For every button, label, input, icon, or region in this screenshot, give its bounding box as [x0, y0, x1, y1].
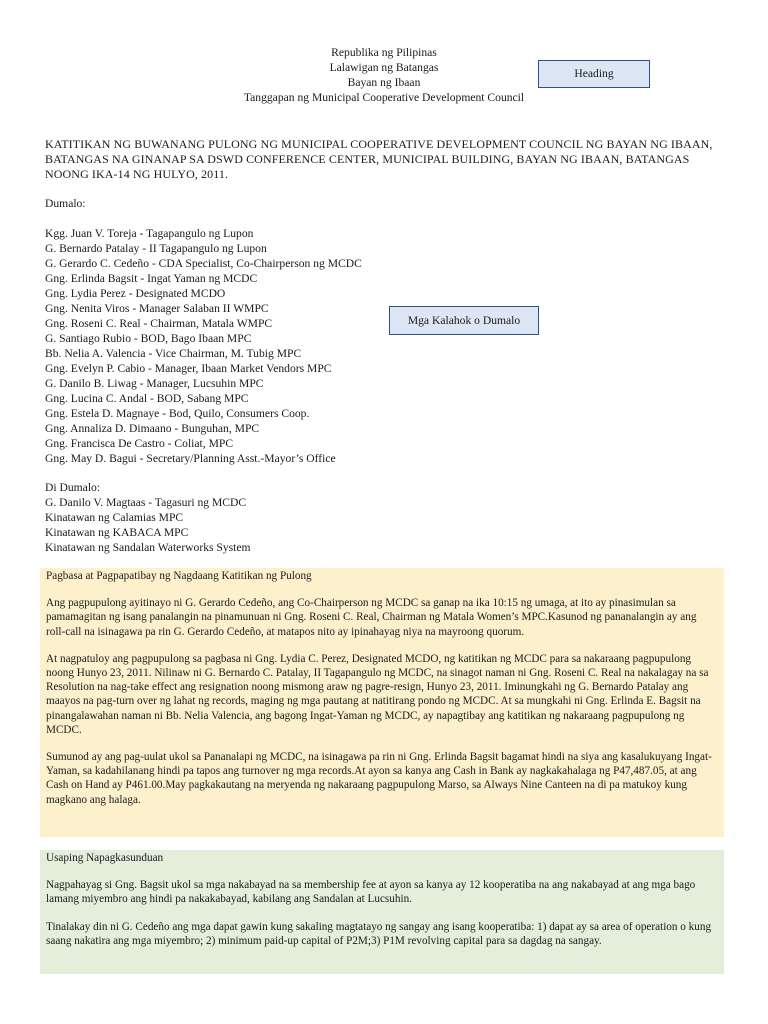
- list-item: Gng. Lucina C. Andal - BOD, Sabang MPC: [45, 392, 249, 405]
- list-item: Gng. Francisca De Castro - Coliat, MPC: [45, 437, 234, 450]
- section-heading: Usaping Napagkasunduan: [46, 852, 164, 864]
- list-item: Gng. May D. Bagui - Secretary/Planning Asst.-Mayor’s Office: [45, 452, 336, 465]
- heading-annotation-tag: Heading: [538, 60, 650, 88]
- paragraph: At nagpatuloy ang pagpupulong sa pagbasa ni Gng. Lydia C. Perez, Designated MCDO, ng katitikan ng MCDC para sa nakaraang pagpupulong noong Hunyo 23, 2011. Nilinaw ni G. Bernardo C. Patalay, II Tagapangulo ng MCDC, na sinagot naman ni Gng. Roseni C. Real na nakalagay na sa Resolution na nag-take effect ang resignation noong mismong araw ng pagre-resign, Hunyo 23, 2011. Iminungkahi ng G. Bernardo Patalay ang maayos na pag-turn over ng lahat ng records, maging ng mga pautang at natitirang pondo ng MCDC. At sa mungkahi ni Gng. Erlinda E. Bagsit na pinangalawahan naman ni Bb. Nelia Valencia, ang bagong Ingat-Yaman ng MCDC, ay napagtibay ang katitikan ng nakaraang pagpupulong ng MCDC.: [46, 652, 709, 736]
- list-item: Gng. Estela D. Magnaye - Bod, Quilo, Consumers Coop.: [45, 407, 310, 420]
- letterhead-province: Lalawigan ng Batangas: [329, 61, 439, 74]
- list-item: G. Bernardo Patalay - II Tagapangulo ng Lupon: [45, 242, 267, 255]
- list-item: Gng. Roseni C. Real - Chairman, Matala WMPC: [45, 317, 273, 330]
- list-item: Kgg. Juan V. Toreja - Tagapangulo ng Lupon: [45, 227, 254, 240]
- paragraph: Tinalakay din ni G. Cedeño ang mga dapat gawin kung sakaling magtatayo ng sangay ang isang kooperatiba: 1) dapat ay sa area of operation o kung saang nakatira ang mga miyembro; 2) minimum paid-up capital of P2M;3) P1M revolving capital para sa dagdag na sangay.: [46, 920, 712, 947]
- letterhead-municipality: Bayan ng Ibaan: [347, 76, 421, 89]
- list-item: Gng. Evelyn P. Cabio - Manager, Ibaan Market Vendors MPC: [45, 362, 332, 375]
- list-item: Gng. Annaliza D. Dimaano - Bunguhan, MPC: [45, 422, 260, 435]
- list-item: G. Santiago Rubio - BOD, Bago Ibaan MPC: [45, 332, 252, 345]
- paragraph: Nagpahayag si Gng. Bagsit ukol sa mga nakabayad na sa membership fee at ayon sa kanya ay 12 kooperatiba na ang nakabayad at ang mga bago lamang miyembro ang hindi pa nakakabayad, kabilang ang Sandalan at Lucsuhin.: [46, 879, 696, 906]
- document-title: KATITIKAN NG BUWANANG PULONG NG MUNICIPAL COOPERATIVE DEVELOPMENT COUNCIL NG BAYAN NG IBAAN, BATANGAS NA GINANAP SA DSWD CONFERENCE CENTER, MUNICIPAL BUILDING, BAYAN NG IBAAN, BATANGAS NOONG IKA-14 NG HULYO, 2011.: [45, 137, 713, 181]
- paragraph: Ang pagpupulong ayitinayo ni G. Gerardo Cedeño, ang Co-Chairperson ng MCDC sa ganap na ika 10:15 ng umaga, at ito ay pinasimulan sa pamamagitan ng isang panalangin na pinamunuan ni Gng. Roseni C. Real, Chairman ng Matala Women’s MPC.Kasunod ng pananalangin ay ang roll-call na isinagawa pa rin G. Gerardo Cedeño, at matapos nito ay ipinahayag niya na mayroong quorum.: [46, 597, 697, 638]
- absent-list: [45, 495, 465, 555]
- absent-label: Di Dumalo:: [45, 481, 101, 494]
- list-item: Kinatawan ng KABACA MPC: [45, 526, 189, 539]
- list-item: Gng. Nenita Viros - Manager Salaban II WMPC: [45, 302, 269, 315]
- minutes-approval-section: [40, 568, 724, 837]
- present-list: [45, 226, 465, 466]
- section-heading: Pagbasa at Pagpapatibay ng Nagdaang Katitikan ng Pulong: [46, 570, 312, 582]
- list-item: G. Gerardo C. Cedeño - CDA Specialist, Co-Chairperson ng MCDC: [45, 257, 362, 270]
- list-item: G. Danilo V. Magtaas - Tagasuri ng MCDC: [45, 496, 247, 509]
- list-item: Kinatawan ng Sandalan Waterworks System: [45, 541, 251, 554]
- attendees-annotation-tag: Mga Kalahok o Dumalo: [389, 306, 539, 335]
- list-item: G. Danilo B. Liwag - Manager, Lucsuhin MPC: [45, 377, 264, 390]
- list-item: Gng. Lydia Perez - Designated MCDO: [45, 287, 226, 300]
- letterhead-office: Tanggapan ng Municipal Cooperative Development Council: [243, 91, 525, 104]
- list-item: Kinatawan ng Calamias MPC: [45, 511, 184, 524]
- present-label: Dumalo:: [45, 197, 86, 210]
- paragraph: Sumunod ay ang pag-uulat ukol sa Pananalapi ng MCDC, na isinagawa pa rin ni Gng. Erlinda Bagsit bagamat hindi na siya ang kasalukuyang Ingat-Yaman, sa kadahilanang hindi pa tapos ang turnover ng mga records.At ayon sa kanya ang Cash in Bank ay nagkakahalaga ng P47,487.05, at ang Cash on Hand ay P461.00.May pagkakautang na meryenda ng nakaraang pagpupulong Marso, sa Always Nine Canteen na di pa matukoy kung magkano ang halaga.: [46, 751, 712, 806]
- letterhead-country: Republika ng Pilipinas: [331, 46, 437, 59]
- list-item: Bb. Nelia A. Valencia - Vice Chairman, M. Tubig MPC: [45, 347, 302, 360]
- agreements-section: [40, 850, 724, 974]
- letterhead: [200, 45, 568, 105]
- list-item: Gng. Erlinda Bagsit - Ingat Yaman ng MCDC: [45, 272, 258, 285]
